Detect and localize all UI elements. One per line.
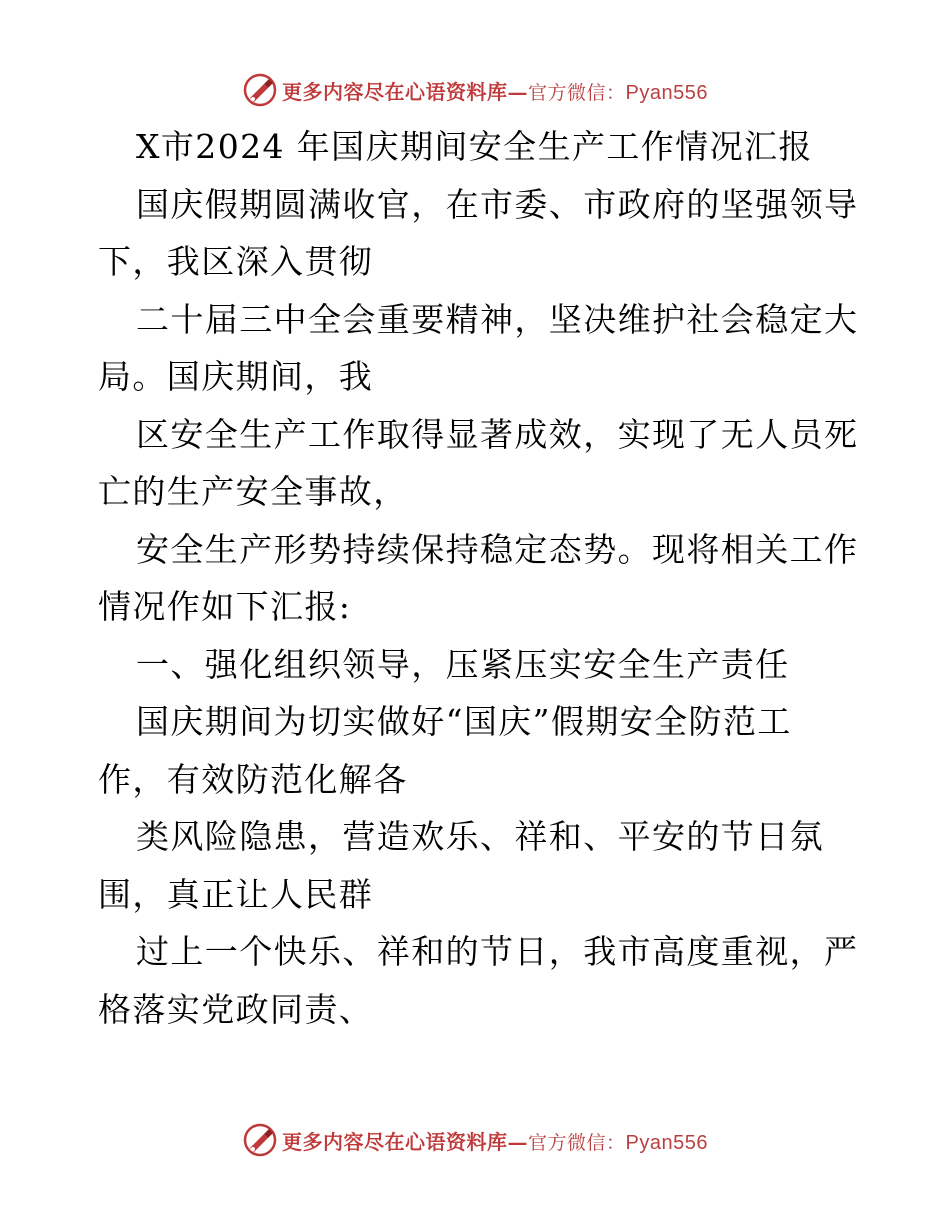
watermark-official-label: 官方微信：	[528, 1131, 626, 1154]
document-title: X市2024 年国庆期间安全生产工作情况汇报	[136, 127, 813, 166]
watermark-wechat-id: Pyan556	[625, 1131, 708, 1154]
text-line: 类风险隐患，营造欢乐、祥和、平安的节日氛	[136, 817, 824, 856]
text-line: 国庆期间为切实做好“国庆”假期安全防范工	[136, 702, 792, 741]
pen-logo-icon	[242, 1122, 278, 1158]
text-line: 区安全生产工作取得显著成效，实现了无人员死	[136, 414, 859, 454]
text-line: 情况作如下汇报:	[98, 587, 352, 626]
watermark-dash: —	[507, 79, 528, 104]
text-line: 亡的生产安全事故，	[98, 472, 408, 511]
pen-logo-icon	[242, 72, 278, 108]
text-line: 下，我区深入贯彻	[98, 242, 374, 281]
text-line: 国庆假期圆满收官，在市委、市政府的坚强领导	[136, 184, 859, 224]
section-heading: 一、强化组织领导，压紧压实安全生产责任	[136, 644, 790, 684]
watermark-site-text: 更多内容尽在心语资料库	[282, 1129, 508, 1154]
text-line: 围，真正让人民群	[98, 874, 374, 914]
text-line: 过上一个快乐、祥和的节日，我市高度重视，严	[136, 932, 859, 971]
watermark-official-label: 官方微信：	[528, 81, 626, 104]
footer-watermark	[0, 1120, 950, 1160]
text-line: 局。国庆期间，我	[98, 357, 374, 396]
text-line: 安全生产形势持续保持稳定态势。现将相关工作	[136, 529, 859, 569]
document-body	[98, 118, 858, 1038]
watermark-site-text: 更多内容尽在心语资料库	[282, 79, 508, 104]
header-watermark	[0, 70, 950, 110]
text-line: 二十届三中全会重要精神，坚决维护社会稳定大	[136, 299, 859, 339]
text-line: 作，有效防范化解各	[98, 759, 408, 799]
watermark-wechat-id: Pyan556	[625, 81, 708, 104]
text-line: 格落实党政同责、	[98, 989, 374, 1029]
watermark-dash: —	[507, 1129, 528, 1154]
